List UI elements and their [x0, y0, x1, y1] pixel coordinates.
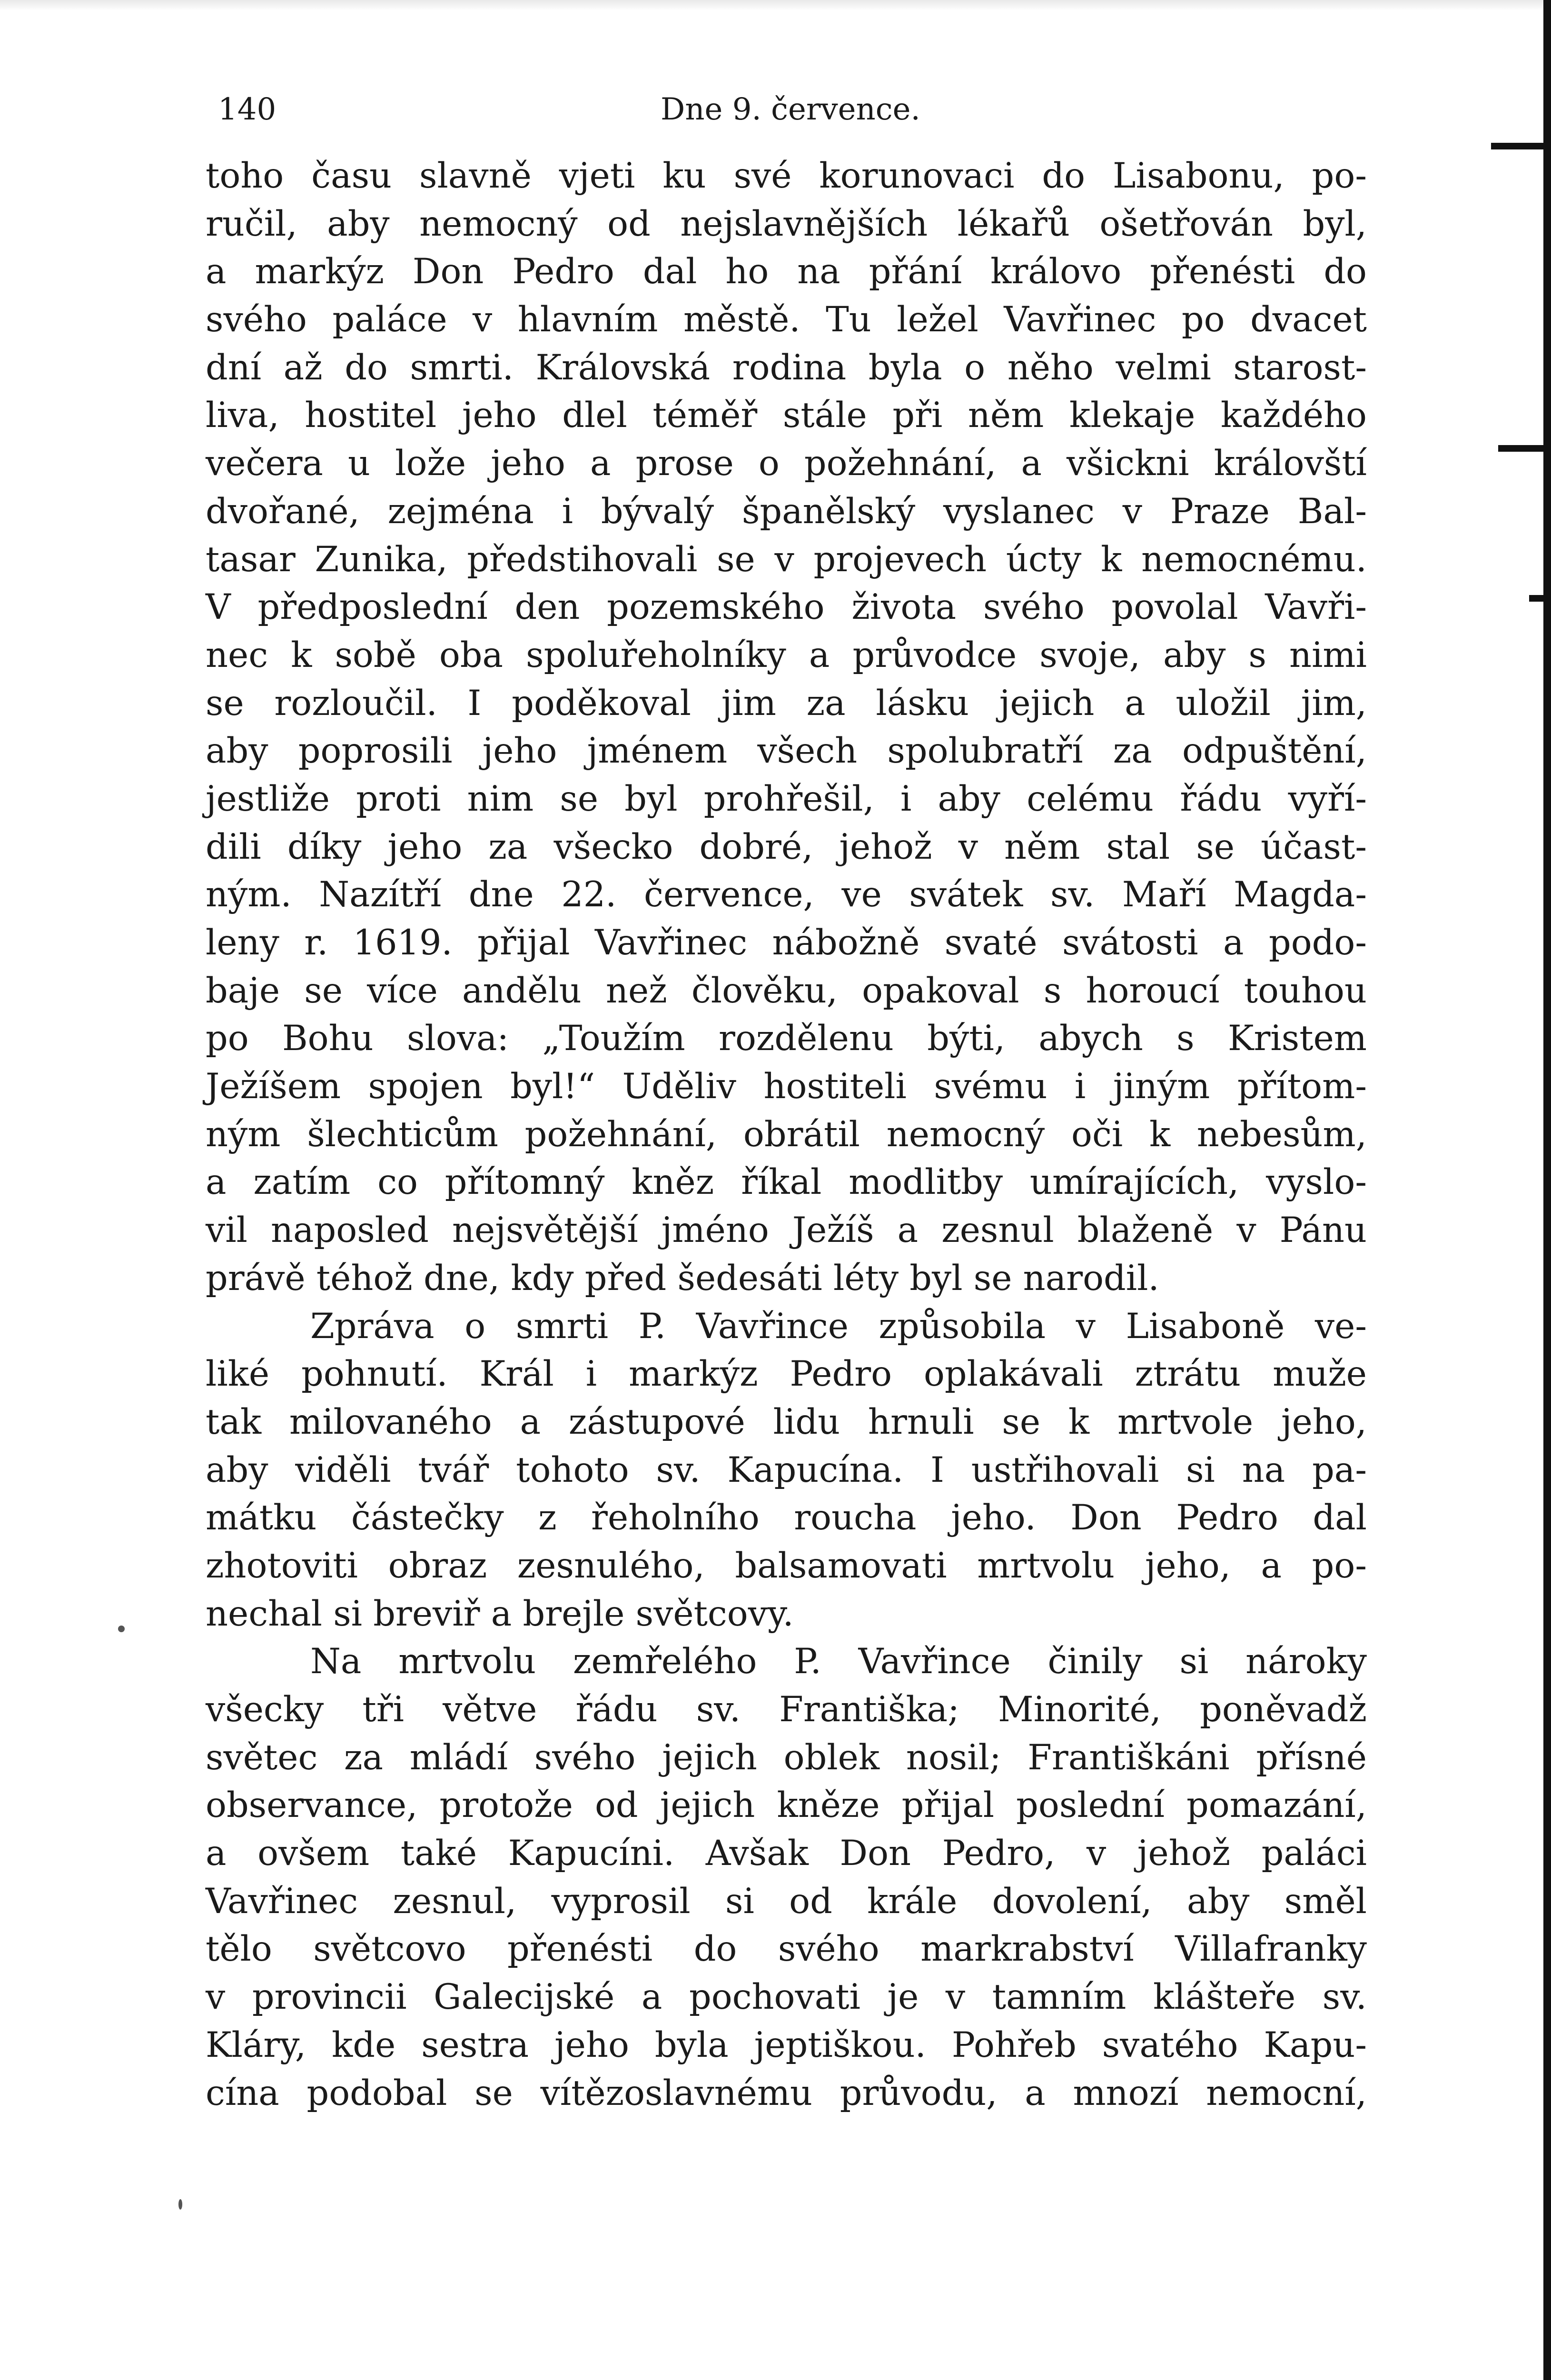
- text-line: vil naposled nejsvětější jméno Ježíš a zesnul blaženě v Pánu: [206, 1210, 1367, 1251]
- text-line: zhotoviti obraz zesnulého, balsamovati mrtvolu jeho, a po-: [206, 1545, 1367, 1586]
- text-line: cína podobal se vítězoslavnému průvodu, a mnozí nemocní,: [206, 2073, 1367, 2113]
- text-line: se rozloučil. I poděkoval jim za lásku jejich a uložil jim,: [206, 683, 1367, 724]
- text-line: dní až do smrti. Královská rodina byla o něho velmi starost-: [206, 347, 1367, 388]
- text-line: ným šlechticům požehnání, obrátil nemocný oči k nebesům,: [206, 1114, 1367, 1155]
- text-line: právě téhož dne, kdy před šedesáti léty byl se narodil.: [206, 1258, 1159, 1299]
- text-line: dili díky jeho za všecko dobré, jehož v něm stal se účast-: [206, 826, 1367, 867]
- text-line: liva, hostitel jeho dlel téměř stále při něm klekaje každého: [206, 395, 1367, 436]
- text-line: světec za mládí svého jejich oblek nosil; Františkáni přísné: [206, 1737, 1367, 1778]
- text-line: tasar Zunika, předstihovali se v projevech úcty k nemocnému.: [206, 539, 1367, 580]
- text-line: aby viděli tvář tohoto sv. Kapucína. I ustřihovali si na pa-: [206, 1449, 1367, 1490]
- page-header: [204, 83, 1379, 136]
- body-text: [206, 152, 1367, 2117]
- text-line: Vavřinec zesnul, vyprosil si od krále dovolení, aby směl: [206, 1881, 1367, 1922]
- text-line: aby poprosili jeho jménem všech spolubratří za odpuštění,: [206, 731, 1367, 772]
- text-line: ručil, aby nemocný od nejslavnějších lékařů ošetřován byl,: [206, 203, 1367, 244]
- text-line: liké pohnutí. Král i markýz Pedro oplakávali ztrátu muže: [206, 1354, 1367, 1395]
- scan-edge-mark: [1498, 445, 1543, 452]
- text-line: mátku částečky z řeholního roucha jeho. Don Pedro dal: [206, 1497, 1367, 1538]
- scan-top-shadow: [0, 0, 1551, 10]
- text-line: Na mrtvolu zemřelého P. Vavřince činily si nároky: [310, 1641, 1367, 1682]
- text-line: a markýz Don Pedro dal ho na přání královo přenésti do: [206, 251, 1367, 292]
- scan-edge-mark: [1529, 595, 1543, 602]
- scan-speck: [178, 2199, 182, 2210]
- scan-edge-mark: [1491, 143, 1543, 149]
- text-line: večera u lože jeho a prose o požehnání, a všickni královští: [206, 443, 1367, 484]
- text-line: nechal si breviř a brejle světcovy.: [206, 1593, 794, 1634]
- text-line: v provincii Galecijské a pochovati je v tamním klášteře sv.: [206, 1977, 1367, 2018]
- text-line: V předposlední den pozemského života svého povolal Vavři-: [206, 587, 1367, 628]
- text-line: tak milovaného a zástupové lidu hrnuli se k mrtvole jeho,: [206, 1401, 1367, 1442]
- scan-right-edge: [1543, 0, 1551, 2380]
- text-line: ným. Nazítří dne 22. července, ve svátek sv. Maří Magda-: [206, 874, 1367, 915]
- text-line: toho času slavně vjeti ku své korunovaci do Lisabonu, po-: [206, 156, 1367, 196]
- text-line: nec k sobě oba spoluřeholníky a průvodce svoje, aby s nimi: [206, 635, 1367, 675]
- text-line: observance, protože od jejich kněze přijal poslední pomazání,: [206, 1785, 1367, 1826]
- text-line: všecky tři větve řádu sv. Františka; Minorité, poněvadž: [206, 1689, 1367, 1730]
- text-line: Zpráva o smrti P. Vavřince způsobila v Lisaboně ve-: [310, 1306, 1367, 1347]
- running-head: Dne 9. července.: [661, 92, 920, 127]
- page-number: 140: [218, 92, 277, 127]
- text-line: tělo světcovo přenésti do svého markrabství Villafranky: [206, 1929, 1367, 1970]
- text-line: Kláry, kde sestra jeho byla jeptiškou. Pohřeb svatého Kapu-: [206, 2024, 1367, 2065]
- text-line: dvořané, zejména i bývalý španělský vyslanec v Praze Bal-: [206, 491, 1367, 532]
- text-line: svého paláce v hlavním městě. Tu ležel Vavřinec po dvacet: [206, 299, 1367, 340]
- text-line: baje se více andělu než člověku, opakoval s horoucí touhou: [206, 970, 1367, 1011]
- scan-speck: [118, 1626, 125, 1632]
- text-line: leny r. 1619. přijal Vavřinec nábožně svaté svátosti a podo-: [206, 922, 1367, 963]
- text-line: jestliže proti nim se byl prohřešil, i aby celému řádu vyří-: [206, 778, 1367, 819]
- text-line: a ovšem také Kapucíni. Avšak Don Pedro, v jehož paláci: [206, 1833, 1367, 1874]
- text-line: a zatím co přítomný kněz říkal modlitby umírajících, vyslo-: [206, 1162, 1367, 1203]
- text-line: Ježíšem spojen byl!“ Uděliv hostiteli svému i jiným přítom-: [206, 1066, 1367, 1107]
- text-line: po Bohu slova: „Toužím rozdělenu býti, abych s Kristem: [206, 1018, 1367, 1059]
